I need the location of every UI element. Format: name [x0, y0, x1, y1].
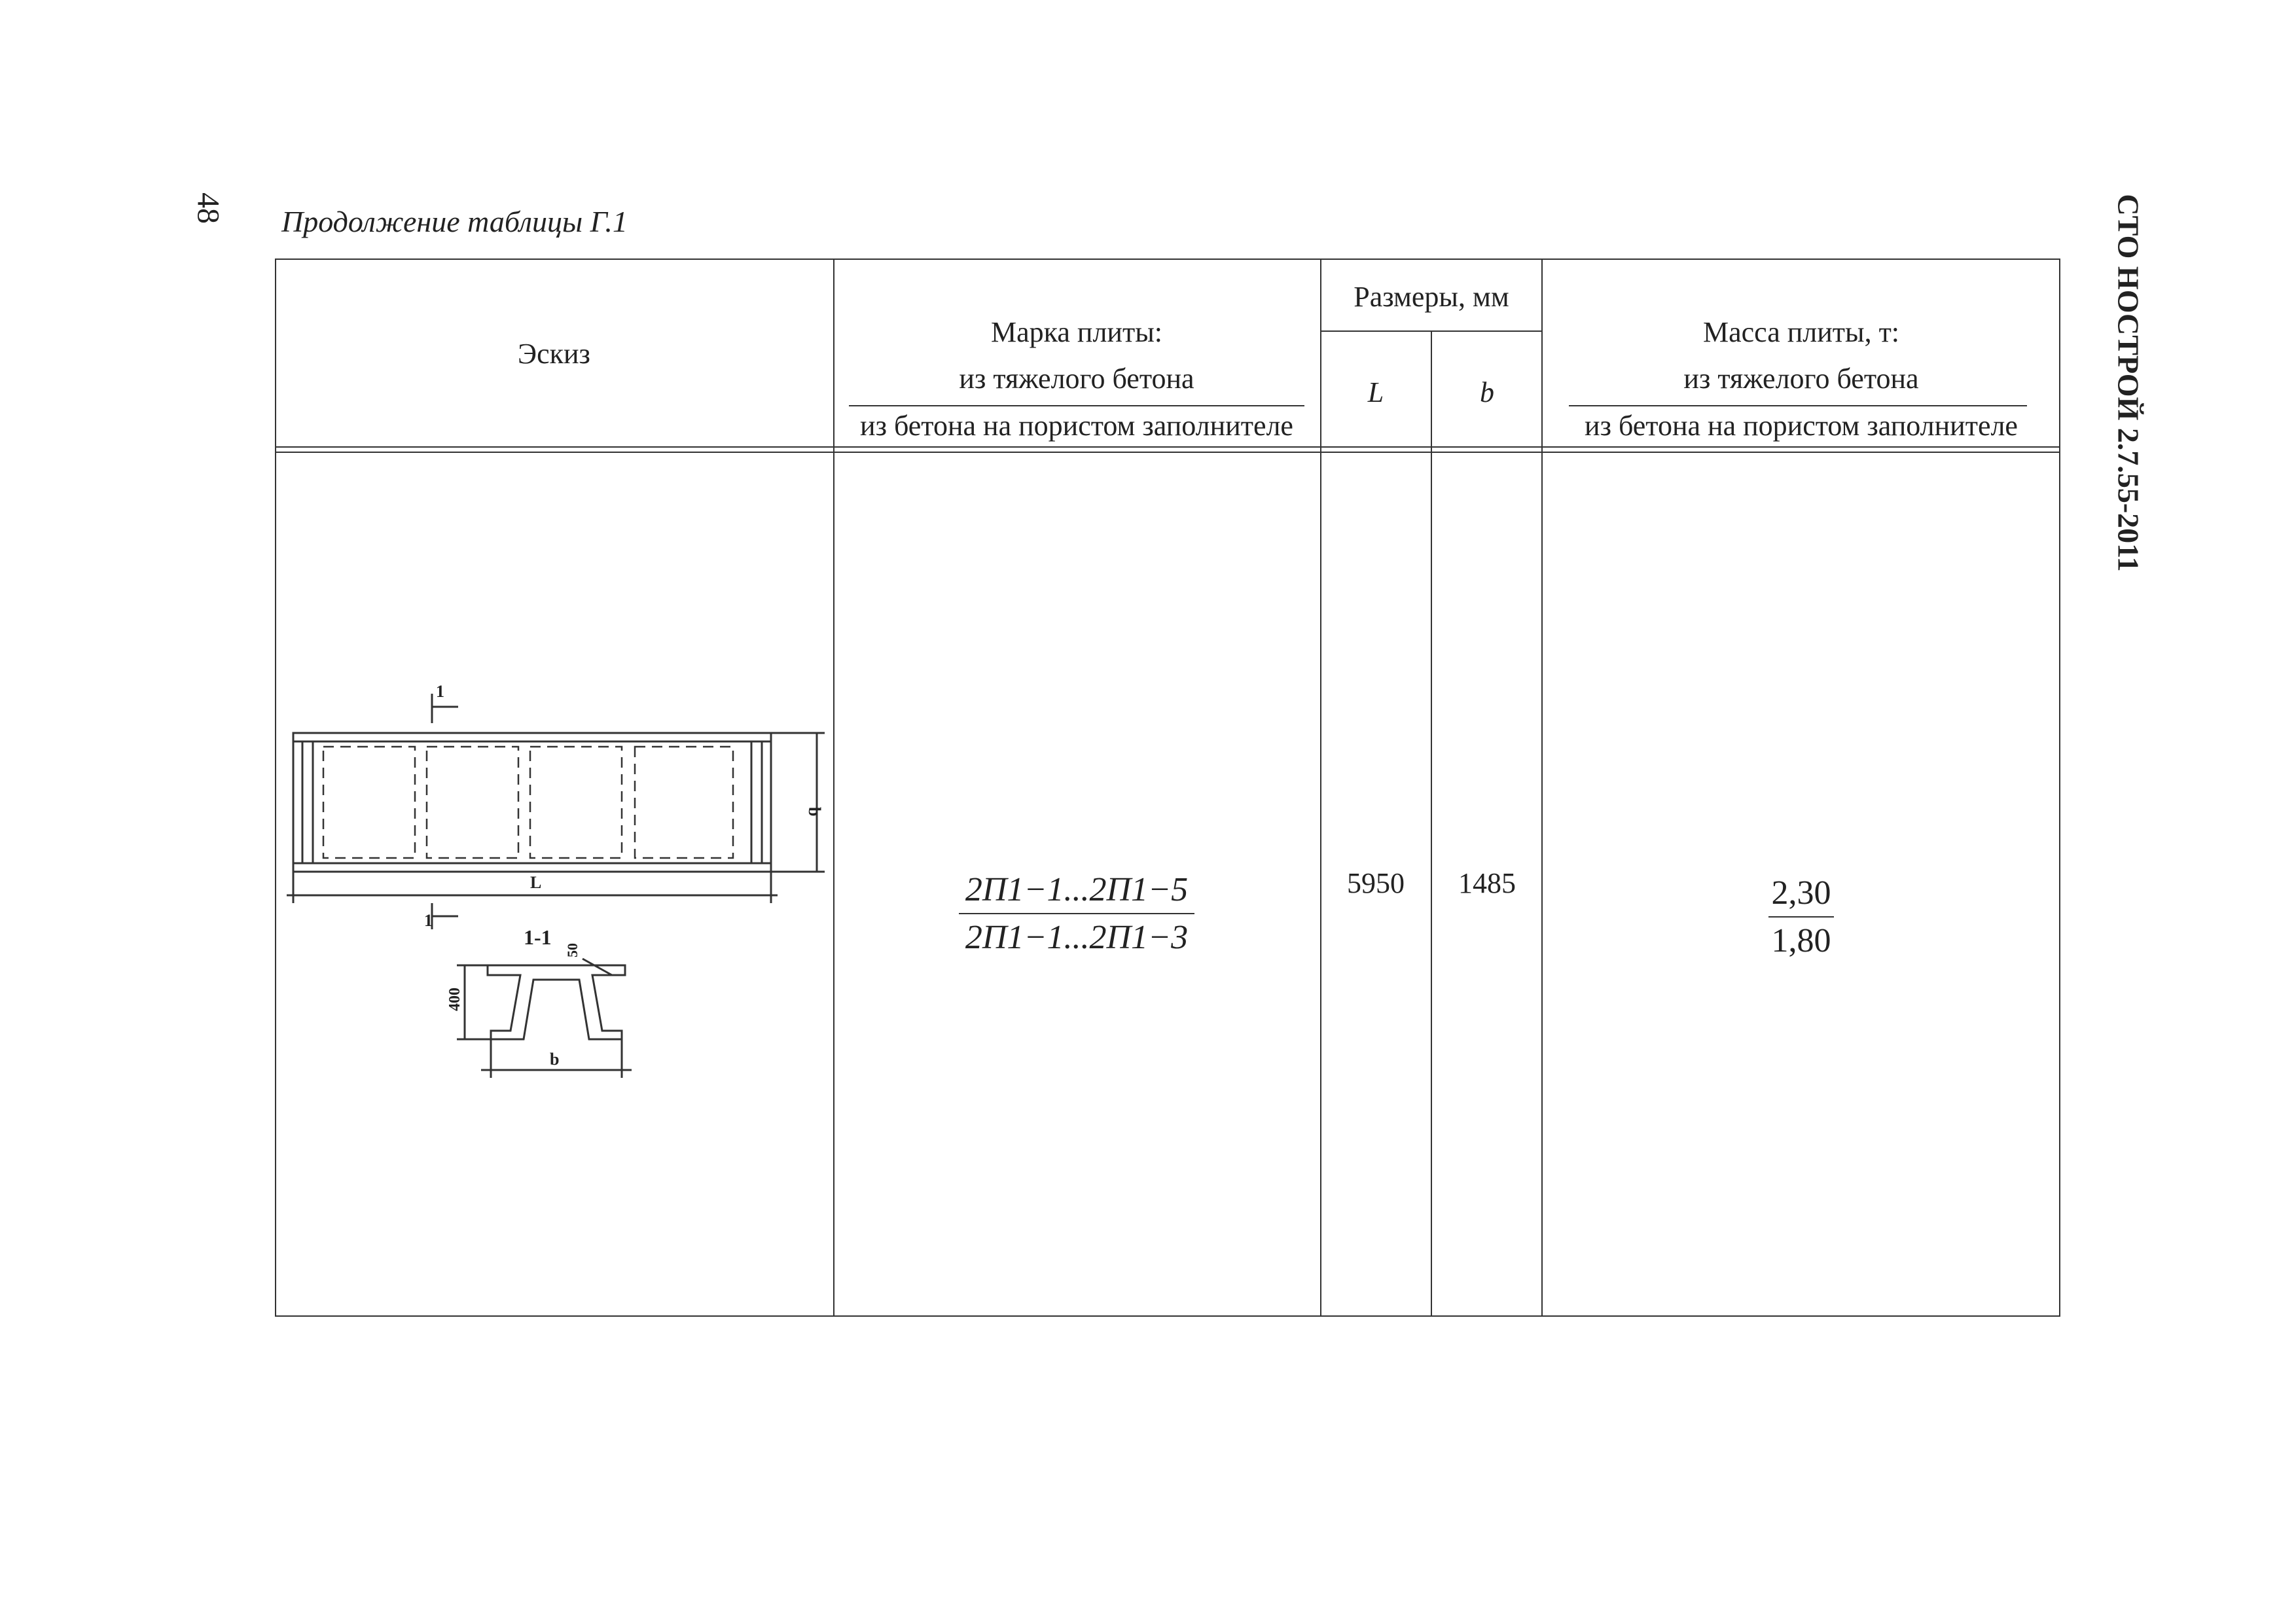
mark-heavy-value: 2П1−1...2П1−5 [965, 871, 1189, 908]
section-mark-top: 1 [436, 682, 444, 701]
sizes-sub-rule [1320, 330, 1543, 332]
section-title: 1-1 [524, 925, 552, 949]
table-caption: Продолжение таблицы Г.1 [281, 205, 628, 238]
mark-porous-value: 2П1−1...2П1−3 [965, 919, 1189, 956]
mass-heavy-value: 2,30 [1771, 874, 1831, 912]
col-sep-2 [1320, 259, 1321, 1317]
table-border-bottom [275, 1315, 2060, 1317]
cross-section-profile [488, 965, 625, 1039]
section-mark-bottom: 1 [424, 911, 433, 930]
dim-L-label: L [530, 873, 542, 892]
document-code: СТО НОСТРОЙ 2.7.55-2011 [2111, 194, 2145, 572]
table-border-top [275, 259, 2060, 260]
header-mass-heavy: из тяжелого бетона [1683, 363, 1919, 395]
mark-header-rule [849, 405, 1304, 406]
header-rule-2 [275, 452, 2060, 453]
table-border-left [275, 259, 276, 1317]
header-mass-porous: из бетона на пористом заполнителе [1585, 410, 2018, 442]
cell-1 [323, 747, 415, 858]
col-sep-3 [1431, 330, 1432, 1317]
mass-fraction-bar [1768, 916, 1834, 918]
header-mark-porous: из бетона на пористом заполнителе [860, 410, 1293, 442]
dim-400-label: 400 [446, 988, 463, 1011]
dim-b-section-label: b [550, 1050, 560, 1069]
header-mark-heavy: из тяжелого бетона [959, 363, 1194, 395]
header-rule-1 [275, 446, 2060, 448]
slab-sketch [281, 677, 838, 1103]
header-sketch: Эскиз [518, 338, 590, 370]
cell-2 [427, 747, 518, 858]
size-L-value: 5950 [1347, 867, 1405, 899]
mass-fraction [1543, 874, 2060, 960]
cell-4 [635, 747, 733, 858]
dim-50-leader [583, 959, 612, 975]
page-number: 48 [190, 192, 226, 224]
mass-header-rule [1569, 405, 2027, 406]
mark-fraction-bar [959, 913, 1194, 914]
plan-outline [293, 733, 771, 872]
header-mark-title: Марка плиты: [991, 316, 1162, 348]
mark-fraction [833, 870, 1320, 957]
mass-porous-value: 1,80 [1771, 922, 1831, 959]
header-mass-title: Масса плиты, т: [1702, 316, 1900, 348]
dim-b-plan-label: b [805, 807, 824, 817]
size-b-value: 1485 [1458, 867, 1516, 899]
header-size-L: L [1367, 376, 1384, 408]
dim-50-label: 50 [564, 943, 581, 957]
header-sizes: Размеры, мм [1354, 281, 1509, 313]
cell-3 [530, 747, 622, 858]
header-size-b: b [1480, 376, 1494, 408]
